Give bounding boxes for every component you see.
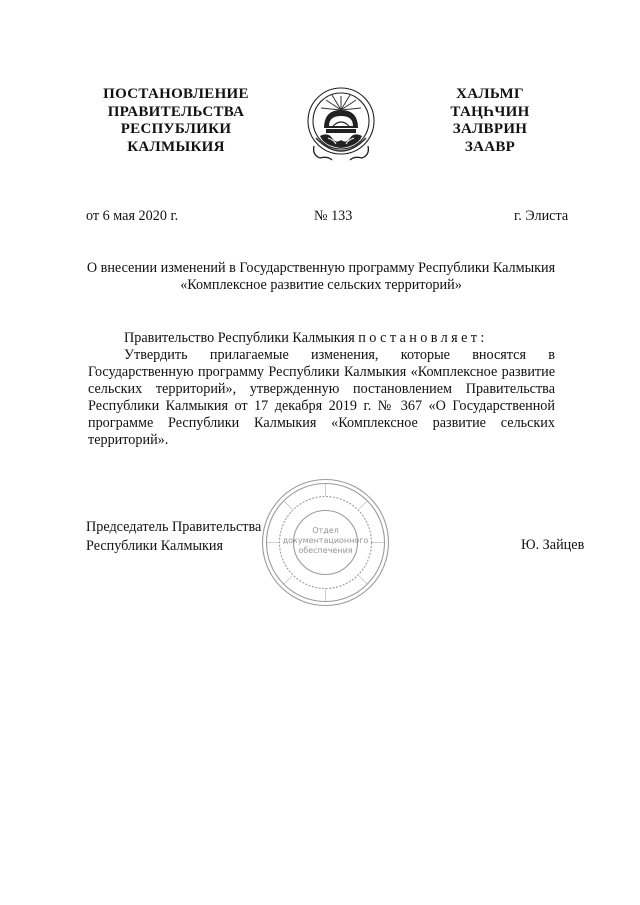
resolution-body: Утвердить прилагаемые изменения, которые вносятся в Государственную программу Республики Калмыкия «Комплексное развитие сельских территорий», утвержденную постановлением Правительства Республики Калмыкия от 17 декабря 2019 г. № 367 «О Государственной программе Республики Калмыкия «Комплексное развитие сельских территорий». [88, 347, 555, 448]
header-left-block [86, 86, 266, 156]
signatory-position-line: Республики Калмыкия [86, 538, 224, 554]
header-right-line: ЗАЛВРИН [452, 121, 528, 137]
header-right-line: ЗААВР [464, 138, 516, 155]
stamp-center-line: обеспечения [298, 546, 353, 555]
header-right-line: ТАҢҺЧИН [450, 103, 530, 120]
document-date: от 6 мая 2020 г. [86, 208, 179, 224]
header-left-line: ПРАВИТЕЛЬСТВА [107, 103, 245, 120]
signatory-position-line: Председатель Правительства [86, 519, 262, 535]
document-number: № 133 [314, 208, 353, 224]
document-city: г. Элиста [514, 208, 569, 224]
official-stamp [258, 475, 393, 610]
stamp-center-line: Отдел [312, 526, 339, 535]
header-right-line: ХАЛЬМГ [456, 86, 524, 102]
resolution-intro [124, 330, 488, 347]
signatory-name: Ю. Зайцев [521, 537, 585, 553]
resolution-subject: Правительство Республики Калмыкия [124, 330, 355, 346]
resolution-verb: постановляет: [358, 330, 488, 346]
document-title-line: «Комплексное развитие сельских территорий» [180, 277, 462, 293]
document-title-line: О внесении изменений в Государственную программу Республики Калмыкия [86, 260, 556, 276]
coat-of-arms-icon [302, 80, 380, 166]
signatory-position [86, 518, 261, 556]
header-left-line: РЕСПУБЛИКИ [120, 121, 232, 137]
header-left-line: ПОСТАНОВЛЕНИЕ [103, 86, 249, 102]
document-title [86, 260, 556, 294]
stamp-center-line: документационного [282, 536, 369, 545]
header-right-block [420, 86, 560, 156]
header-left-line: КАЛМЫКИЯ [127, 138, 225, 155]
